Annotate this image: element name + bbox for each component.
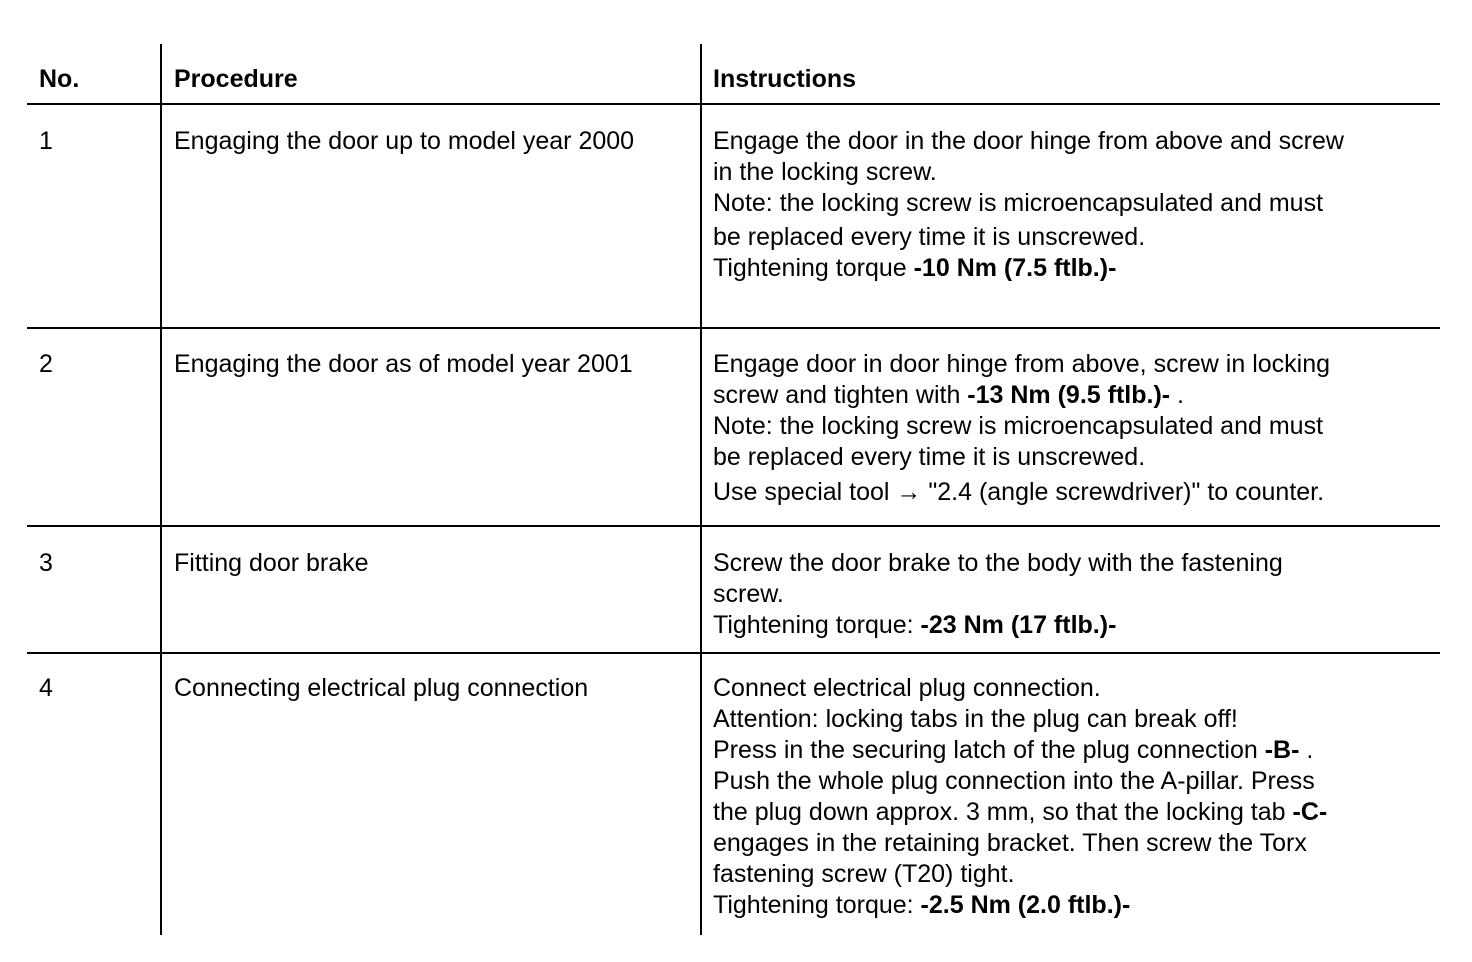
row-divider-3 [27,652,1440,654]
row-instructions [713,349,1330,508]
row-divider-2 [27,525,1440,527]
torque-value: -23 Nm (17 ftlb.)- [920,611,1117,639]
reference-label: -B- [1264,736,1300,764]
instruction-line: the plug down approx. 3 mm, so that the locking tab -C- [713,798,1328,826]
instruction-line: Push the whole plug connection into the A-pillar. Press [713,767,1315,795]
instruction-line: in the locking screw. [713,158,937,186]
row-procedure: Connecting electrical plug connection [174,674,589,702]
header-instructions: Instructions [713,65,857,93]
instruction-line: Engage door in door hinge from above, screw in locking [713,350,1331,378]
instruction-line: screw. [713,580,784,608]
instruction-line: be replaced every time it is unscrewed. [713,443,1146,471]
row-procedure: Engaging the door up to model year 2000 [174,127,635,155]
instruction-line: Use special tool → "2.4 (angle screwdriver)" to counter. [713,478,1325,506]
header-divider [27,103,1440,105]
instruction-line: engages in the retaining bracket. Then screw the Torx [713,829,1307,857]
instruction-line: Press in the securing latch of the plug connection -B- . [713,736,1314,764]
row-number: 2 [39,350,53,378]
torque-value: -13 Nm (9.5 ftlb.)- [967,381,1171,409]
torque-value: -10 Nm (7.5 ftlb.)- [913,254,1117,282]
instruction-line: be replaced every time it is unscrewed. [713,223,1146,251]
header-no: No. [39,65,80,93]
instruction-line: Attention: locking tabs in the plug can break off! [713,705,1238,733]
row-divider-1 [27,327,1440,329]
instruction-line: Screw the door brake to the body with the fastening [713,549,1283,577]
instruction-line: Note: the locking screw is microencapsulated and must [713,412,1324,440]
instruction-line: fastening screw (T20) tight. [713,860,1015,888]
instruction-line: Tightening torque: -23 Nm (17 ftlb.)- [713,611,1117,639]
instruction-line: Tightening torque -10 Nm (7.5 ftlb.)- [713,254,1117,282]
row-instructions [713,673,1327,921]
torque-value: -2.5 Nm (2.0 ftlb.)- [920,891,1131,919]
column-divider-2 [700,44,702,935]
instruction-line: screw and tighten with -13 Nm (9.5 ftlb.)- . [713,381,1184,409]
row-number: 4 [39,674,53,702]
instruction-line: Connect electrical plug connection. [713,674,1101,702]
instruction-line: Engage the door in the door hinge from above and screw [713,127,1344,155]
instruction-line: Tightening torque: -2.5 Nm (2.0 ftlb.)- [713,891,1131,919]
row-number: 3 [39,549,53,577]
header-procedure: Procedure [174,65,298,93]
instruction-line: Note: the locking screw is microencapsulated and must [713,189,1324,217]
reference-label: -C- [1292,798,1328,826]
column-divider-1 [160,44,162,935]
row-procedure: Fitting door brake [174,549,369,577]
row-number: 1 [39,127,53,155]
row-instructions [713,548,1283,641]
row-procedure: Engaging the door as of model year 2001 [174,350,633,378]
row-instructions [713,126,1344,284]
